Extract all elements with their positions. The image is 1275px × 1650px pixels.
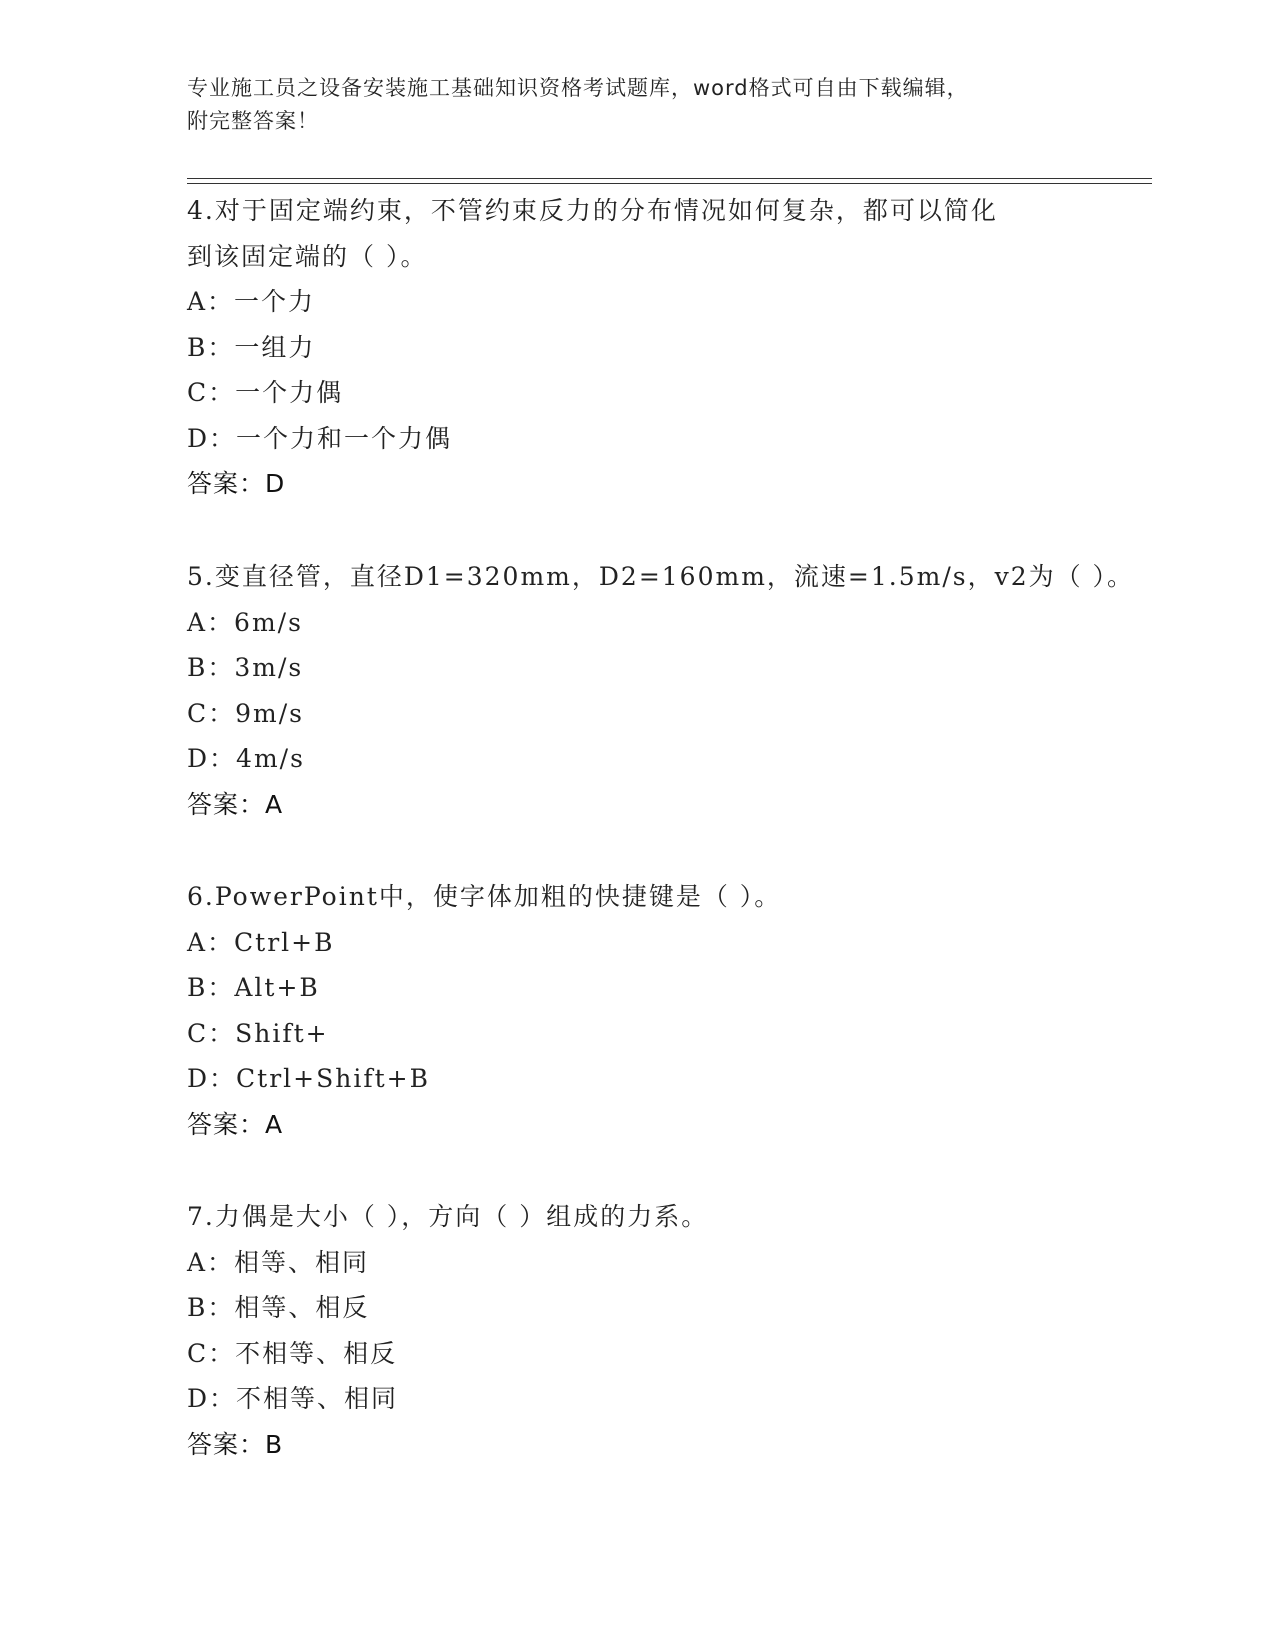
- question-stem: 6.PowerPoint中，使字体加粗的快捷键是（ ）。: [187, 882, 782, 911]
- header-divider-top: [187, 178, 1152, 179]
- answer: 答案：D: [187, 469, 286, 498]
- question-stem-continued: 到该固定端的（ ）。: [187, 241, 428, 271]
- option-b: B：一组力: [187, 332, 316, 362]
- option-a: A：一个力: [187, 287, 316, 316]
- option-d: D：一个力和一个力偶: [187, 423, 453, 453]
- question-stem: 5.变直径管，直径D1=320mm，D2=160mm，流速=1.5m/s，v2为（ ）。: [187, 562, 1135, 591]
- option-c: C：一个力偶: [187, 378, 344, 407]
- answer: 答案：A: [187, 1109, 284, 1139]
- option-c: C：不相等、相反: [187, 1338, 398, 1368]
- header-line-1: 专业施工员之设备安装施工基础知识资格考试题库，word格式可自由下载编辑，: [187, 76, 969, 100]
- option-b: B：Alt+B: [187, 973, 320, 1002]
- document-header: [187, 72, 1087, 138]
- question-7: [187, 1194, 1107, 1467]
- option-d: D：不相等、相同: [187, 1384, 399, 1413]
- option-b: B：相等、相反: [187, 1293, 370, 1322]
- option-d: D：4m/s: [187, 744, 305, 773]
- question-stem: 4.对于固定端约束，不管约束反力的分布情况如何复杂，都可以简化: [187, 196, 998, 225]
- question-stem: 7.力偶是大小（ ），方向（ ）组成的力系。: [187, 1202, 709, 1231]
- option-a: A：Ctrl+B: [187, 927, 335, 957]
- question-4: [187, 188, 1107, 507]
- option-d: D：Ctrl+Shift+B: [187, 1064, 430, 1093]
- option-b: B：3m/s: [187, 653, 304, 682]
- question-5: [187, 554, 1135, 827]
- option-a: A：6m/s: [187, 607, 303, 637]
- answer: 答案：B: [187, 1429, 284, 1459]
- option-c: C：9m/s: [187, 698, 304, 728]
- header-line-2: 附完整答案！: [187, 109, 319, 133]
- answer: 答案：A: [187, 789, 284, 819]
- option-c: C：Shift+: [187, 1018, 329, 1048]
- header-divider-bottom: [187, 183, 1152, 184]
- question-6: [187, 874, 1107, 1147]
- option-a: A：相等、相同: [187, 1247, 370, 1277]
